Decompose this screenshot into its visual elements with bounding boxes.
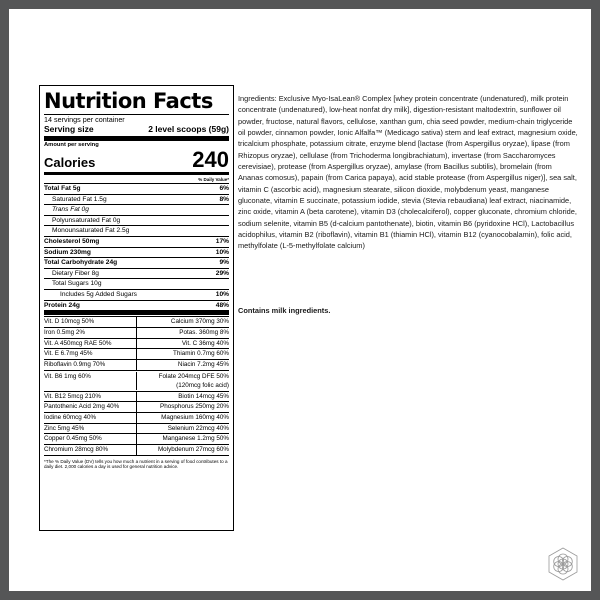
vitamin-row: Zinc 5mg 45% Selenium 22mcg 40% [44,424,229,432]
nutrient-row: Total Carbohydrate 24g 9% [44,259,229,267]
daily-value-footnote: *The % Daily Value (DV) tells you how much a nutrient in a serving of food contributes to a daily diet. 2,000 calories a day is used for general nutrition advice. [44,458,228,470]
vitamin-row: Iron 0.5mg 2% Potas. 360mg 8% [44,328,229,336]
calories-row [44,149,229,171]
nutrient-row: Sodium 230mg 10% [44,248,229,256]
serving-size-value: 2 level scoops (59g) [148,124,229,134]
nutrient-row: Total Sugars 10g [44,278,229,289]
vitamin-row: Pantothenic Acid 2mg 40% Phosphorus 250mg 20% [44,403,229,411]
nutrition-facts-title: Nutrition Facts [44,89,213,113]
nutrient-row: Trans Fat 0g [44,204,229,215]
nutrient-row: Dietary Fiber 8g 29% [44,268,229,279]
flower-of-life-icon [547,547,579,581]
ingredients-text [238,93,578,252]
vitamin-grid [44,316,229,455]
vitamin-row: Vit. A 450mcg RAE 50% Vit. C 36mg 40% [44,339,229,347]
nutrient-row: Polyunsaturated Fat 0g [44,215,229,226]
nutrient-row: Cholesterol 50mg 17% [44,237,229,245]
vitamin-row: Chromium 28mcg 80% Molybdenum 27mcg 60% [44,446,229,454]
serving-size [44,124,229,135]
nutrient-row: Saturated Fat 1.5g 8% [44,194,229,205]
amount-per-serving: Amount per serving [44,142,99,148]
nutrition-facts-panel [39,85,234,531]
ingredients-list: Exclusive Myo-IsaLean® Complex [whey protein concentrate (undenatured), milk protein concentrate (undenatured), low-heat nonfat dry milk], digestion-resistant maltodextrin, sunflower oil powder, fructose, natural flavors, cellulose, xanthan gum, chia seed powder, medium-chain triglyceride oil powder, cinnamon powder, Ionic Alfalfa™ (Medicago sativa) stem and leaf extract, magnesium oxide, tricalcium phosphate, potassium citrate, enzyme blend [lactase (from Aspergillus oryzae), lipase (from Rhizopus oryzae), cellulase (from Trichoderma longibrachiatum), invertase (from Saccharomyces cerevisiae), protease (from Aspergillus oryzae), amylase (from Bacillus subtilis), bromelain (from Ananas comosus), papain (from Carica papaya), acid stable protease (from Aspergillus niger)], sea salt, vitamin C (ascorbic acid), magnesium stearate, silicon dioxide, molybdenum yeast, manganese gluconate, vitamin E succinate, potassium iodide, stevia (Stevia rebaudiana) leaf extract, niacinamide, zinc oxide, vitamin A (beta carotene), vitamin D3 (cholecalciferol), copper gluconate, chromium chloride, sodium selenite, vitamin B5 (d-calcium pantothenate), biotin, vitamin B6 (pyridoxine HCl), Lactobacillus acidophilus, vitamin B2 (riboflavin), vitamin B1 (thiamin HCl), vitamin B12 (cyanocobalamin), folic acid, methylfolate (L-5-methylfolate calcium) [238,94,578,251]
vitamin-row: Vit. D 10mcg 50% Calcium 370mg 30% [44,318,229,326]
servings-per-container: 14 servings per container [44,115,125,124]
allergen-statement: Contains milk ingredients. [238,306,331,315]
vitamin-row: Vit. B12 5mcg 210% Biotin 14mcg 45% [44,392,229,400]
calories-value: 240 [192,147,229,172]
vitamin-row: Vit. E 6.7mg 45% Thiamin 0.7mg 60% [44,350,229,358]
nutrient-row: Includes 5g Added Sugars 10% [44,289,229,300]
vitamin-row: Riboflavin 0.9mg 70% Niacin 7.2mg 45% [44,360,229,368]
ingredients-label: Ingredients: [238,94,277,103]
calories-label: Calories [44,155,96,170]
nutrient-row: Protein 24g 48% [44,301,229,309]
vitamin-row: Iodine 60mcg 40% Magnesium 160mg 40% [44,414,229,422]
nutrient-row: Monounsaturated Fat 2.5g [44,225,229,236]
vitamin-row: Copper 0.45mg 50% Manganese 1.2mg 50% [44,435,229,443]
product-card [9,9,591,591]
serving-size-label: Serving size [44,124,94,134]
vitamin-row: Vit. B6 1mg 60% Folate 204mcg DFE 50% (120mcg folic acid) [44,370,229,391]
nutrient-row: Total Fat 5g 6% [44,185,229,192]
daily-value-header: % Daily Value* [198,177,229,182]
